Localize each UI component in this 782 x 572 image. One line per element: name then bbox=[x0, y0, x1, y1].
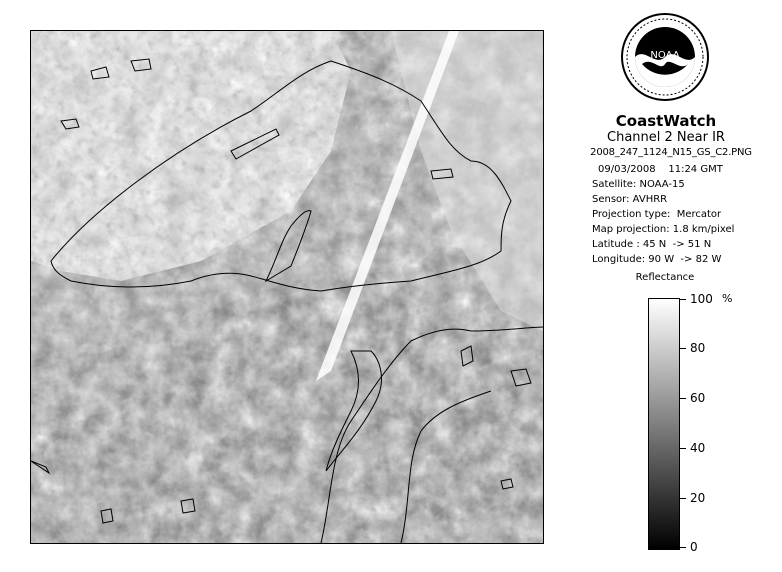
satellite-label: Satellite: NOAA-15 bbox=[592, 179, 685, 190]
longitude-label: Longitude: 90 W -> 82 W bbox=[592, 254, 722, 265]
colorbar-tick-label: 80 bbox=[690, 341, 706, 355]
map-projection-label: Map projection: 1.8 km/pixel bbox=[592, 224, 735, 235]
colorbar-tick-label: 60 bbox=[690, 391, 706, 405]
legend-title: Reflectance bbox=[635, 272, 695, 283]
colorbar-tick-label: 20 bbox=[690, 491, 706, 505]
legend-unit: % bbox=[722, 292, 733, 305]
reflectance-colorbar bbox=[648, 298, 680, 550]
projection-type-label: Projection type: Mercator bbox=[592, 209, 722, 220]
info-panel bbox=[560, 0, 782, 572]
metadata-list bbox=[592, 162, 782, 267]
filename-label: 2008_247_1124_N15_GS_C2.PNG bbox=[590, 147, 752, 158]
brand-title: CoastWatch bbox=[615, 112, 717, 130]
colorbar-tick bbox=[680, 547, 686, 548]
colorbar-tick bbox=[680, 498, 686, 499]
sensor-label: Sensor: AVHRR bbox=[592, 194, 668, 205]
satellite-image-map bbox=[30, 30, 544, 544]
colorbar-tick bbox=[680, 299, 686, 300]
colorbar-tick-label: 0 bbox=[690, 540, 698, 554]
channel-label: Channel 2 Near IR bbox=[607, 130, 725, 145]
map-svg bbox=[31, 31, 543, 543]
colorbar-tick-label: 100 bbox=[690, 292, 713, 306]
colorbar-tick bbox=[680, 348, 686, 349]
latitude-label: Latitude : 45 N -> 51 N bbox=[592, 239, 712, 250]
colorbar-tick bbox=[680, 448, 686, 449]
datetime-label: 09/03/2008 11:24 GMT bbox=[598, 164, 723, 175]
svg-text:NOAA: NOAA bbox=[650, 50, 680, 61]
colorbar-tick-label: 40 bbox=[690, 441, 706, 455]
noaa-logo-icon bbox=[620, 12, 710, 102]
colorbar-tick bbox=[680, 398, 686, 399]
